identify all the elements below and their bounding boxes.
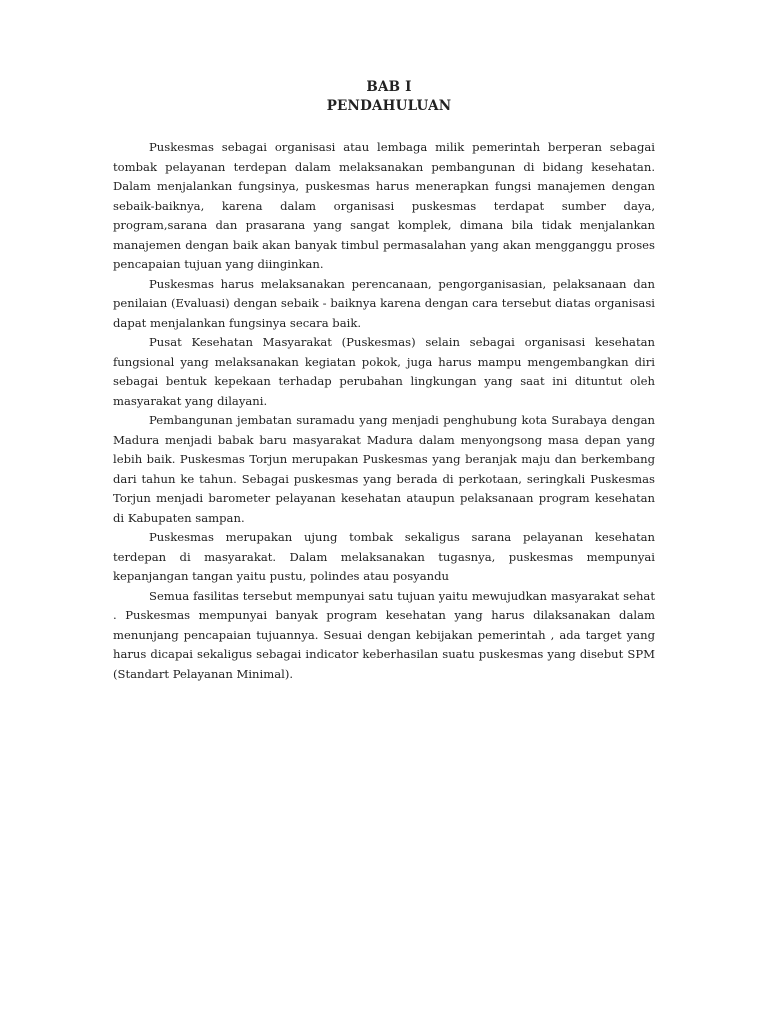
chapter-heading: BAB I: [366, 79, 412, 95]
paragraph: Puskesmas merupakan ujung tombak sekaligus sarana pelayanan kesehatan terdepan di masyarakat. Dalam melaksanakan tugasnya, puskesmas mempunyai kepanjangan tangan yaitu pustu, polindes atau posyandu: [113, 530, 655, 583]
paragraph: Pembangunan jembatan suramadu yang menjadi penghubung kota Surabaya dengan Madura menjadi babak baru masyarakat Madura dalam menyongsong masa depan yang lebih baik. Puskesmas Torjun merupakan Puskesmas yang beranjak maju dan berkembang dari tahun ke tahun. Sebagai puskesmas yang berada di perkotaan, seringkali Puskesmas Torjun menjadi barometer pelayanan kesehatan ataupun pelaksanaan program kesehatan di Kabupaten sampan.: [113, 413, 655, 525]
document-body: [113, 138, 655, 684]
paragraph: Pusat Kesehatan Masyarakat (Puskesmas) selain sebagai organisasi kesehatan fungsional yang melaksanakan kegiatan pokok, juga harus mampu mengembangkan diri sebagai bentuk kepekaan terhadap perubahan lingkungan yang saat ini dituntut oleh masyarakat yang dilayani.: [113, 335, 655, 408]
chapter-title: PENDAHULUAN: [326, 98, 452, 114]
paragraph: Puskesmas sebagai organisasi atau lembaga milik pemerintah berperan sebagai tombak pelayanan terdepan dalam melaksanakan pembangunan di bidang kesehatan. Dalam menjalankan fungsinya, puskesmas harus menerapkan fungsi manajemen dengan sebaik-baiknya, karena dalam organisasi puskesmas terdapat sumber daya, program,sarana dan prasarana yang sangat komplek, dimana bila tidak menjalankan manajemen dengan baik akan banyak timbul permasalahan yang akan mengganggu proses pencapaian tujuan yang diinginkan.: [113, 140, 655, 271]
paragraph: Puskesmas harus melaksanakan perencanaan, pengorganisasian, pelaksanaan dan penilaian (Evaluasi) dengan sebaik - baiknya karena dengan cara tersebut diatas organisasi dapat menjalankan fungsinya secara baik.: [113, 276, 655, 330]
paragraph: Semua fasilitas tersebut mempunyai satu tujuan yaitu mewujudkan masyarakat sehat . Puskesmas mempunyai banyak program kesehatan yang harus dilaksanakan dalam menunjang pencapaian tujuannya. Sesuai dengan kebijakan pemerintah , ada target yang harus dicapai sekaligus sebagai indicator keberhasilan suatu puskesmas yang disebut SPM (Standart Pelayanan Minimal).: [113, 588, 655, 681]
